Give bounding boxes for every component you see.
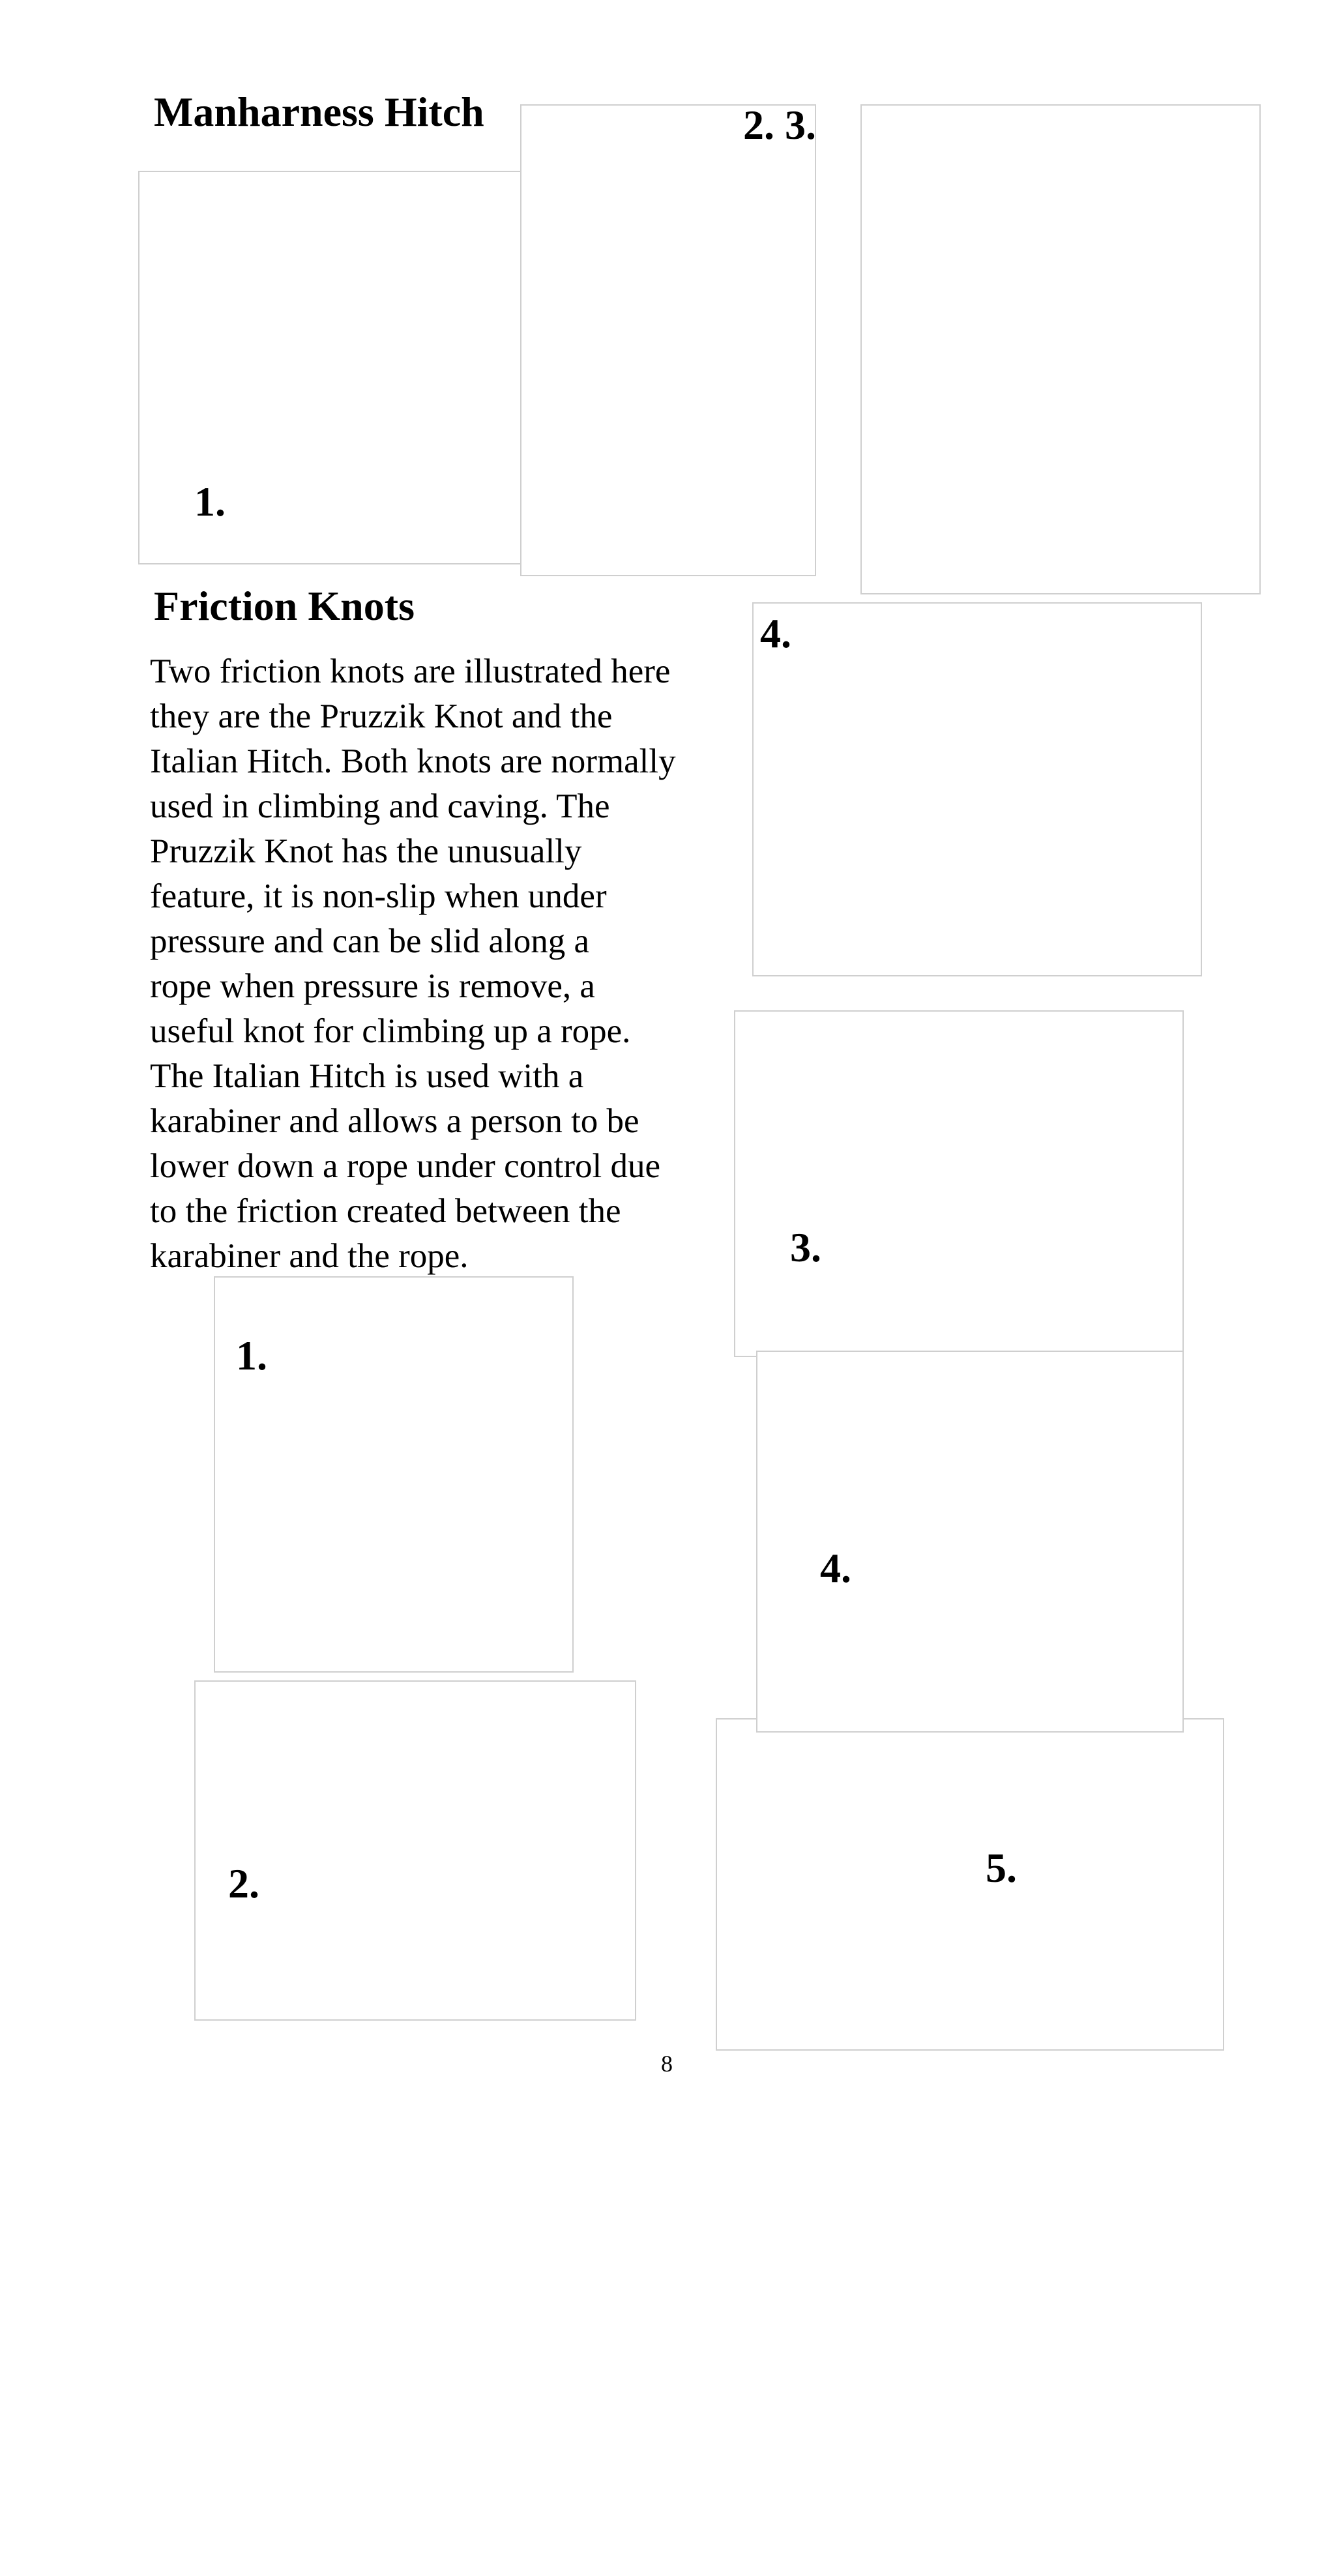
- page-number: 8: [661, 2051, 673, 2077]
- friction-knots-title: Friction Knots: [154, 583, 415, 629]
- paragraph-line: they are the Pruzzik Knot and the: [150, 697, 613, 735]
- pruzzik-illustration-4: [752, 602, 1202, 976]
- italian-step-2-label: 2.: [228, 1860, 259, 1907]
- pruzzik-illustration-5: [716, 1718, 1224, 2051]
- pruzzik-step-3-label: 3.: [790, 1224, 821, 1270]
- pruzzik-step-4b-label: 4.: [820, 1545, 851, 1591]
- italian-step-1-label: 1.: [236, 1332, 267, 1379]
- paragraph-line: to the friction created between the: [150, 1192, 621, 1230]
- paragraph-line: lower down a rope under control due: [150, 1147, 660, 1185]
- paragraph-line: karabiner and the rope.: [150, 1237, 469, 1275]
- paragraph-line: useful knot for climbing up a rope.: [150, 1012, 631, 1050]
- friction-knots-paragraph: [150, 649, 737, 1279]
- manharness-step-2-3-label: 2. 3.: [743, 102, 816, 148]
- italian-hitch-illustration-2: [194, 1680, 636, 2021]
- paragraph-line: rope when pressure is remove, a: [150, 967, 595, 1005]
- paragraph-line: karabiner and allows a person to be: [150, 1102, 639, 1140]
- manharness-step-1-label: 1.: [194, 478, 226, 525]
- paragraph-line: feature, it is non-slip when under: [150, 877, 607, 915]
- paragraph-line: pressure and can be slid along a: [150, 922, 590, 960]
- paragraph-line: The Italian Hitch is used with a: [150, 1057, 584, 1095]
- pruzzik-step-5-label: 5.: [986, 1845, 1017, 1891]
- manharness-illustration-3: [860, 104, 1261, 594]
- manharness-hitch-title: Manharness Hitch: [154, 89, 484, 135]
- pruzzik-illustration-4b: [756, 1351, 1184, 1733]
- paragraph-line: Pruzzik Knot has the unusually: [150, 832, 582, 870]
- italian-hitch-illustration-1: [214, 1276, 574, 1673]
- pruzzik-illustration-3: [734, 1010, 1184, 1357]
- paragraph-line: Italian Hitch. Both knots are normally: [150, 742, 676, 780]
- manharness-illustration-2: [520, 104, 816, 576]
- paragraph-line: used in climbing and caving. The: [150, 787, 610, 825]
- paragraph-line: Two friction knots are illustrated here: [150, 652, 671, 690]
- pruzzik-step-4-label: 4.: [760, 610, 791, 656]
